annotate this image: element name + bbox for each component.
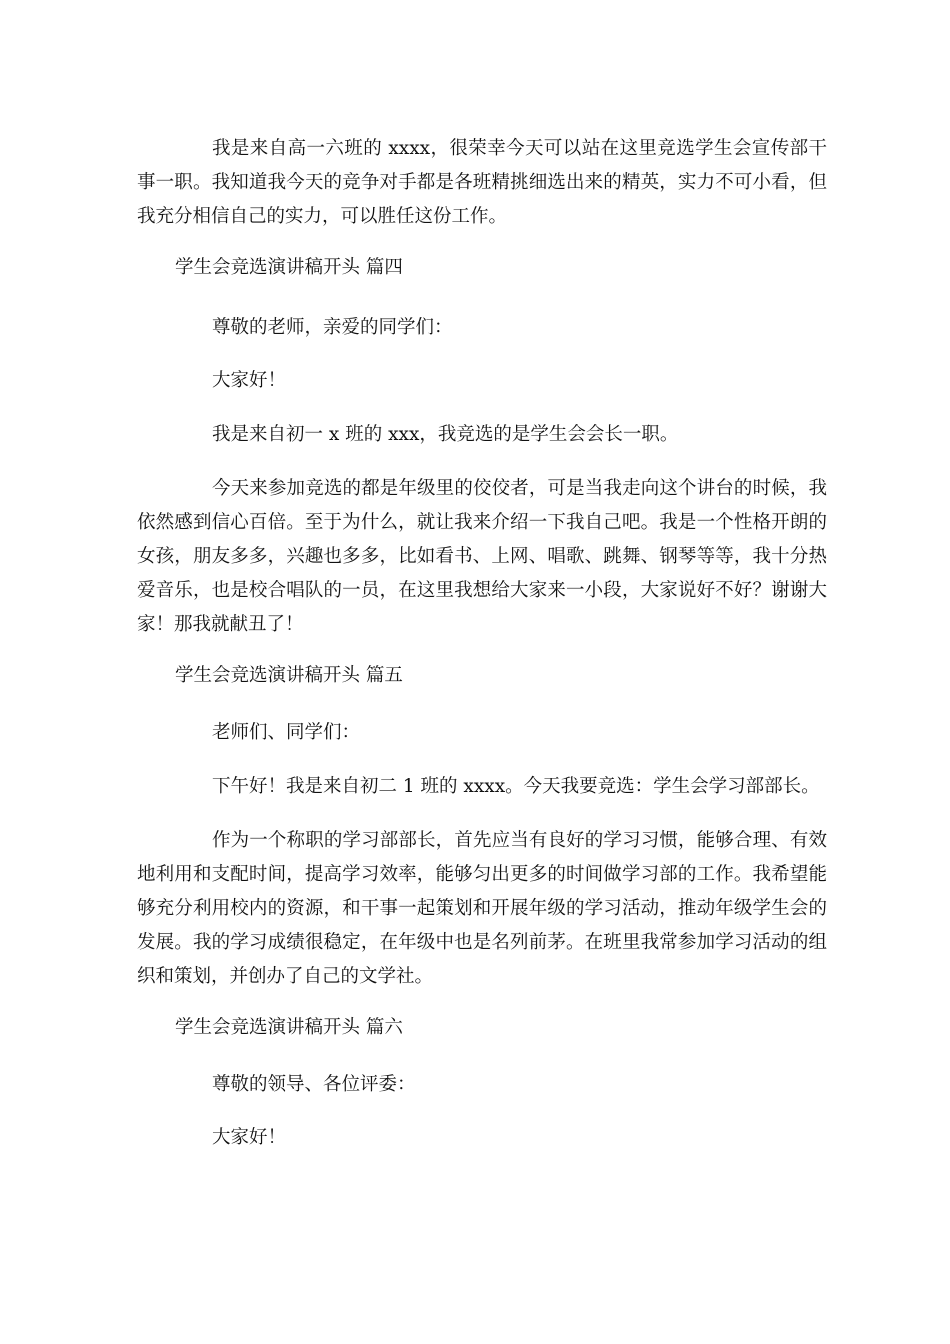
paragraph-5-2: 作为一个称职的学习部部长，首先应当有良好的学习习惯，能够合理、有效地利用和支配时间，提高学习效率，能够匀出更多的时间做学习部的工作。我希望能够充分利用校内的资源，和干事一起策划和开展年级的学习活动，推动年级学生会的发展。我的学习成绩很稳定，在年级中也是名列前茅。在班里我常参加学习活动的组织和策划，并创办了自己的文学社。 xyxy=(137,830,827,987)
section-heading-5: 学生会竞选演讲稿开头 篇五 xyxy=(175,665,403,686)
greeting-6: 大家好！ xyxy=(212,1127,287,1148)
salutation-6: 尊敬的领导、各位评委： xyxy=(212,1074,416,1095)
greeting-4: 大家好！ xyxy=(212,370,287,391)
paragraph-intro-continued: 我是来自高一六班的 xxxx，很荣幸今天可以站在这里竞选学生会宣传部干事一职。我知道我今天的竞争对手都是各班精挑细选出来的精英，实力不可小看，但我充分相信自己的实力，可以胜任这份工作。 xyxy=(137,138,827,227)
paragraph-5-1: 下午好！我是来自初二 1 班的 xxxx。今天我要竞选：学生会学习部部长。 xyxy=(212,776,820,797)
paragraph-4-1: 我是来自初一 x 班的 xxx，我竞选的是学生会会长一职。 xyxy=(212,424,679,445)
section-heading-6: 学生会竞选演讲稿开头 篇六 xyxy=(175,1017,403,1038)
salutation-5: 老师们、同学们： xyxy=(212,722,361,743)
paragraph-4-2: 今天来参加竞选的都是年级里的佼佼者，可是当我走向这个讲台的时候，我依然感到信心百倍。至于为什么，就让我来介绍一下我自己吧。我是一个性格开朗的女孩，朋友多多，兴趣也多多，比如看书、上网、唱歌、跳舞、钢琴等等，我十分热爱音乐，也是校合唱队的一员，在这里我想给大家来一小段，大家说好不好？谢谢大家！那我就献丑了！ xyxy=(137,478,827,635)
section-heading-4: 学生会竞选演讲稿开头 篇四 xyxy=(175,257,403,278)
salutation-4: 尊敬的老师，亲爱的同学们： xyxy=(212,317,453,338)
